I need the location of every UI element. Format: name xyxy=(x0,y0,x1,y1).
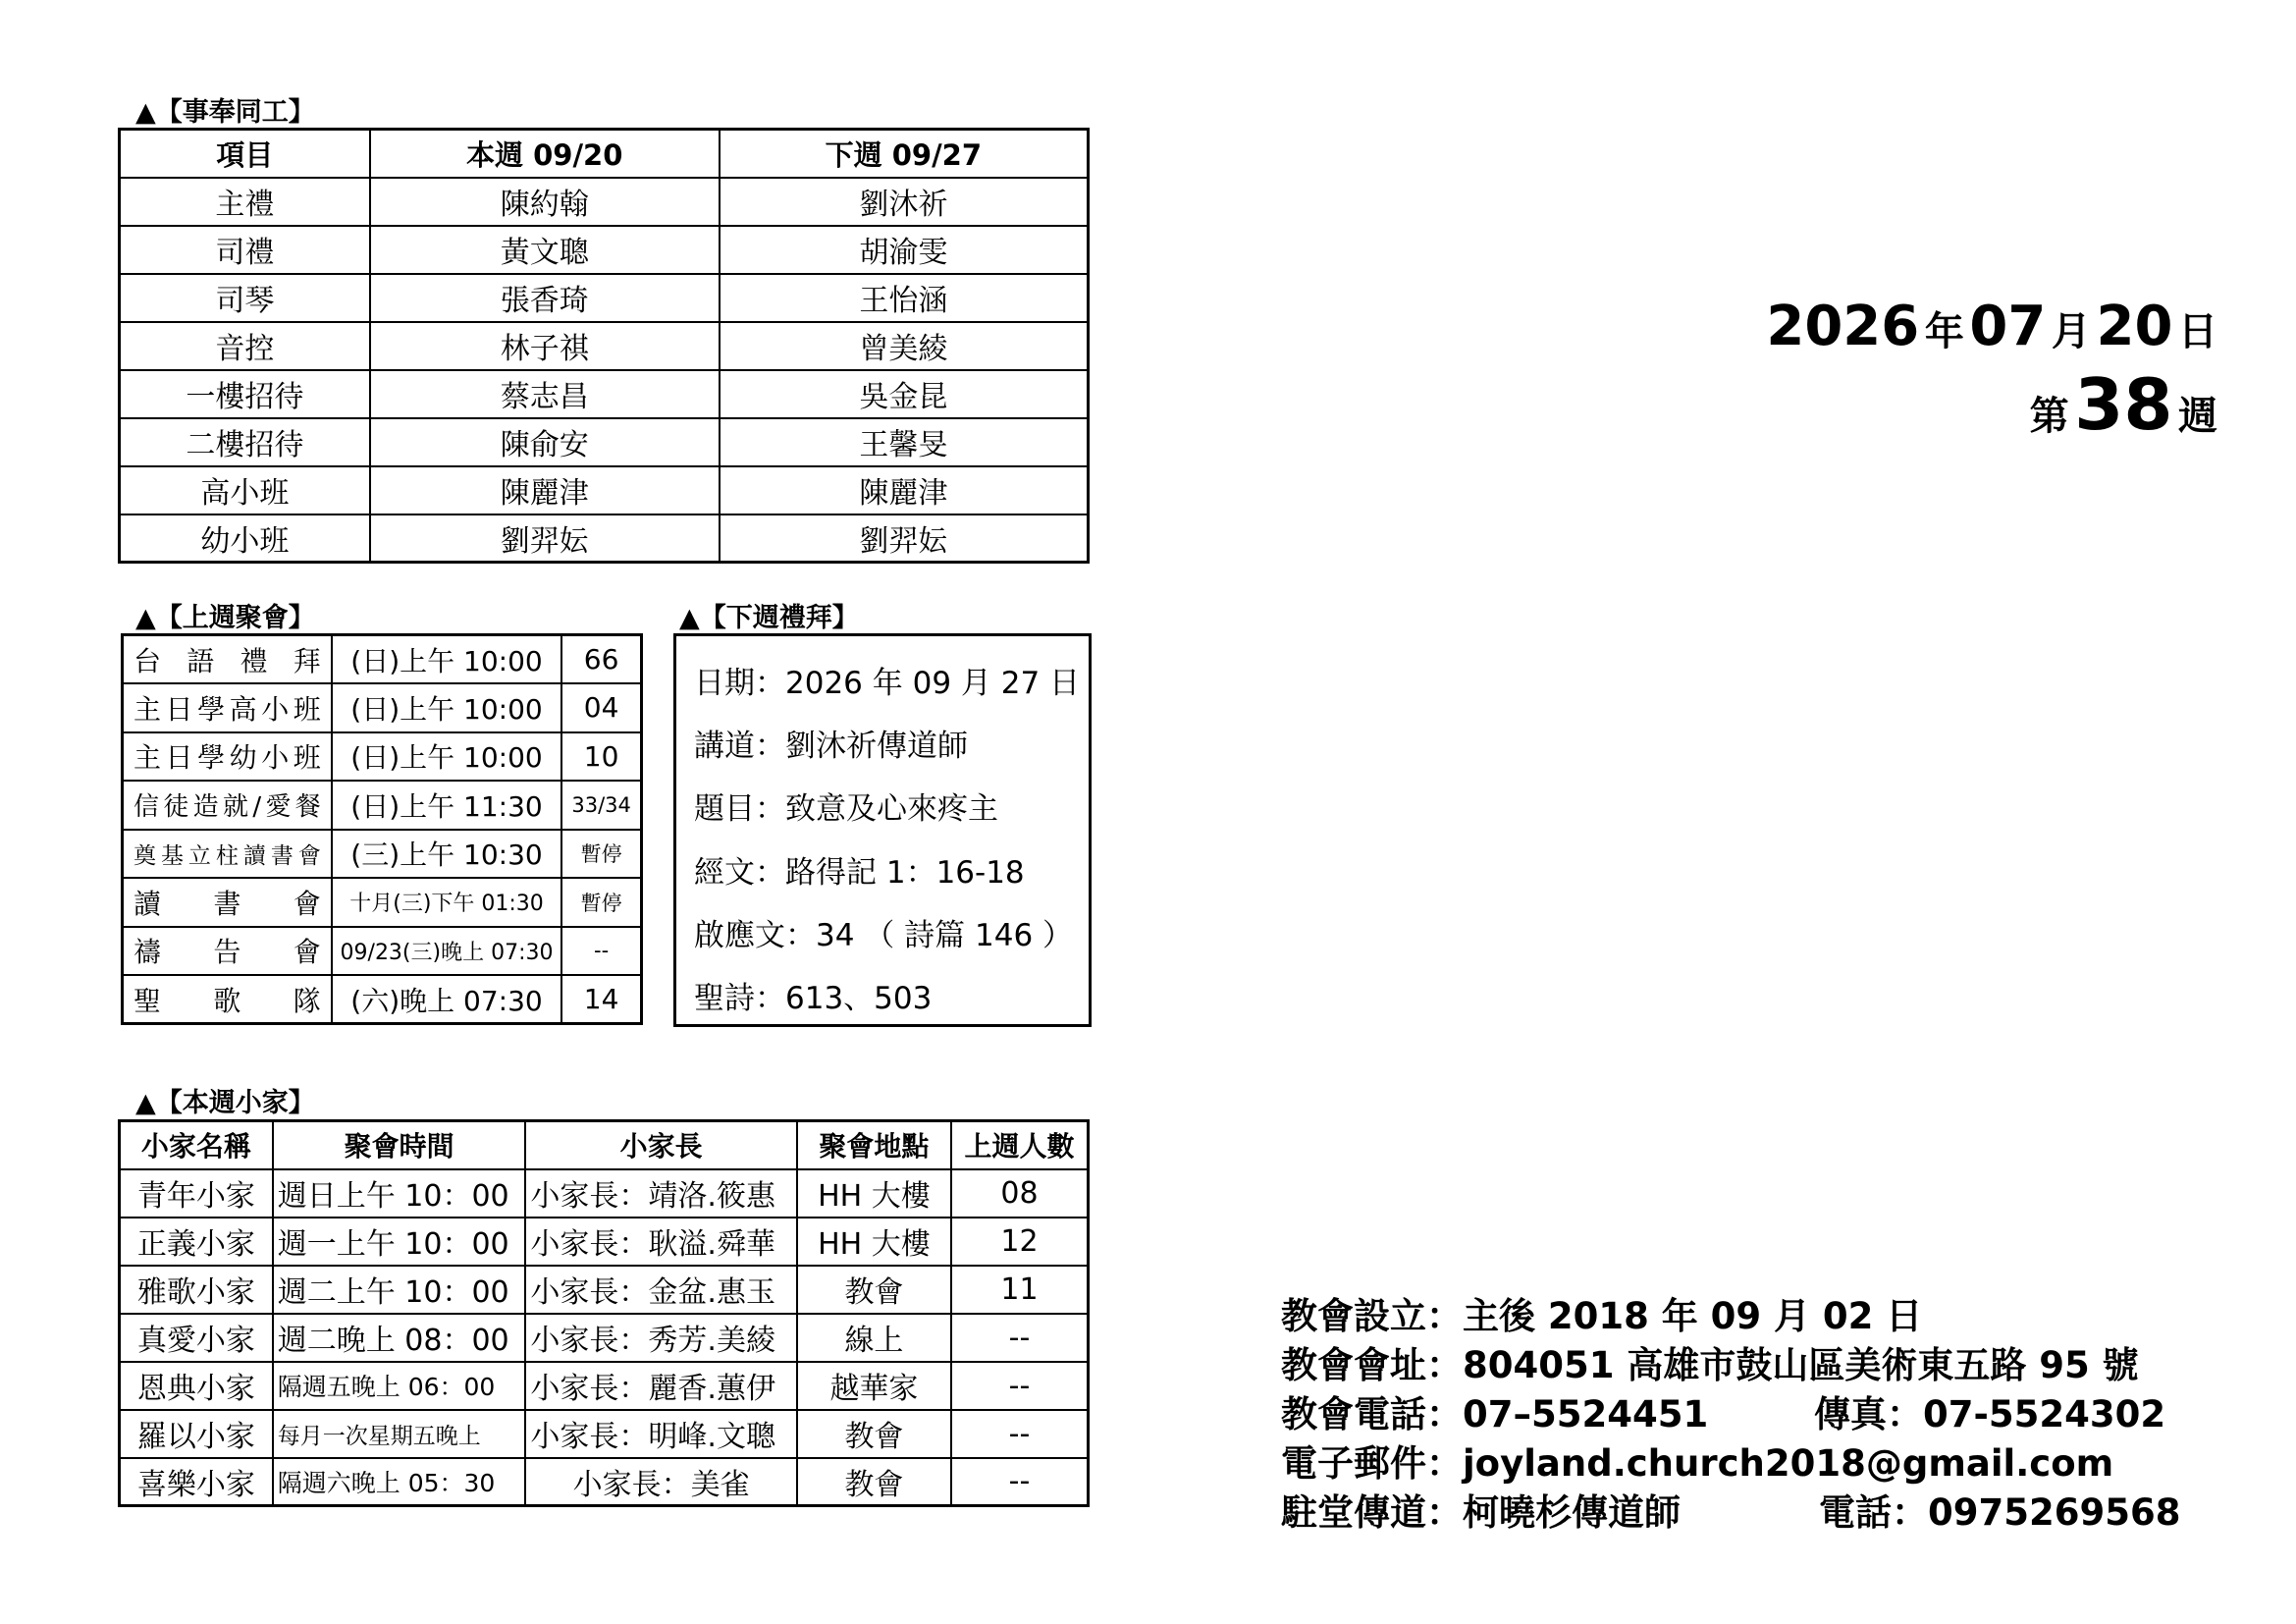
table-cell: 教會 xyxy=(797,1458,951,1506)
table-cell: -- xyxy=(951,1410,1089,1458)
table-cell: (三)上午 10:30 xyxy=(332,830,561,879)
table-cell: 劉沐祈 xyxy=(720,178,1089,226)
table-cell: 司琴 xyxy=(120,274,370,322)
table-row xyxy=(120,1410,1089,1458)
table-cell: 聖歌隊 xyxy=(123,975,332,1024)
date-year-unit: 年 xyxy=(1924,309,1964,354)
church-email: 電子郵件：joyland.church2018@gmail.com xyxy=(1281,1442,2114,1485)
table-row xyxy=(120,178,1089,226)
column-header: 本週 09/20 xyxy=(370,130,720,178)
table-cell: 暫停 xyxy=(561,878,641,927)
table-cell: 小家長：秀芳.美綾 xyxy=(525,1314,797,1362)
table-row xyxy=(123,635,642,684)
church-address: 教會會址：804051 高雄市鼓山區美術東五路 95 號 xyxy=(1281,1344,2139,1386)
table-row xyxy=(123,830,642,879)
table-row xyxy=(120,466,1089,514)
table-cell: 陳麗津 xyxy=(370,466,720,514)
table-cell: 33/34 xyxy=(561,781,641,830)
table-cell: 小家長：金盆.惠玉 xyxy=(525,1266,797,1314)
cell-groups-table xyxy=(118,1119,1090,1507)
bulletin-week xyxy=(2030,363,2217,446)
column-header: 項目 xyxy=(120,130,370,178)
table-row xyxy=(120,1314,1089,1362)
table-cell: 林子祺 xyxy=(370,322,720,370)
table-header-row xyxy=(120,130,1089,178)
next-week-responsive-reading: 啟應文：34 （ 詩篇 146 ） xyxy=(694,918,1074,953)
table-cell: 週日上午 10：00 xyxy=(273,1169,526,1218)
table-cell: -- xyxy=(951,1362,1089,1410)
table-cell: (六)晚上 07:30 xyxy=(332,975,561,1024)
table-row xyxy=(123,927,642,976)
next-week-box xyxy=(673,633,1092,1027)
table-cell: 04 xyxy=(561,683,641,732)
table-cell: 一樓招待 xyxy=(120,370,370,418)
next-week-section-title: ▲【下週禮拜】 xyxy=(679,603,859,633)
table-cell: 正義小家 xyxy=(120,1218,273,1266)
last-week-section-title: ▲【上週聚會】 xyxy=(135,603,315,633)
table-cell: -- xyxy=(951,1458,1089,1506)
date-year: 2026 xyxy=(1766,295,1920,358)
table-cell: 劉羿妘 xyxy=(370,514,720,563)
table-row xyxy=(120,1218,1089,1266)
table-row xyxy=(120,370,1089,418)
table-cell: 主日學高小班 xyxy=(123,683,332,732)
table-cell: 線上 xyxy=(797,1314,951,1362)
table-cell: 禱告會 xyxy=(123,927,332,976)
next-week-scripture: 經文：路得記 1：16-18 xyxy=(694,855,1025,891)
table-cell: 暫停 xyxy=(561,830,641,879)
date-month: 07 xyxy=(1969,295,2047,358)
table-cell: (日)上午 10:00 xyxy=(332,683,561,732)
table-cell: 每月一次星期五晚上 xyxy=(273,1410,526,1458)
serving-table xyxy=(118,128,1090,564)
table-cell: 十月(三)下午 01:30 xyxy=(332,878,561,927)
table-cell: -- xyxy=(561,927,641,976)
date-month-unit: 月 xyxy=(2051,309,2091,354)
next-week-topic: 題目：致意及心來疼主 xyxy=(694,791,998,827)
column-header: 小家長 xyxy=(525,1121,797,1169)
table-cell: 陳俞安 xyxy=(370,418,720,466)
table-cell: 信徒造就/愛餐 xyxy=(123,781,332,830)
date-day: 20 xyxy=(2096,295,2173,358)
table-cell: 奠基立柱讀書會 xyxy=(123,830,332,879)
table-cell: 羅以小家 xyxy=(120,1410,273,1458)
table-cell: 讀書會 xyxy=(123,878,332,927)
table-cell: 09/23(三)晚上 07:30 xyxy=(332,927,561,976)
table-cell: 主日學幼小班 xyxy=(123,732,332,782)
next-week-preacher: 講道：劉沐祈傳道師 xyxy=(694,729,968,764)
table-cell: 雅歌小家 xyxy=(120,1266,273,1314)
table-cell: 教會 xyxy=(797,1410,951,1458)
resident-preacher: 駐堂傳道：柯曉杉傳道師 xyxy=(1281,1491,1681,1534)
table-cell: 隔週五晚上 06：00 xyxy=(273,1362,526,1410)
table-cell: 越華家 xyxy=(797,1362,951,1410)
table-row xyxy=(120,322,1089,370)
table-cell: 高小班 xyxy=(120,466,370,514)
table-cell: 幼小班 xyxy=(120,514,370,563)
table-row xyxy=(120,274,1089,322)
table-cell: 10 xyxy=(561,732,641,782)
table-cell: 小家長：美雀 xyxy=(525,1458,797,1506)
table-cell: 恩典小家 xyxy=(120,1362,273,1410)
serving-section-title: ▲【事奉同工】 xyxy=(135,97,315,128)
table-cell: (日)上午 11:30 xyxy=(332,781,561,830)
table-cell: 王馨旻 xyxy=(720,418,1089,466)
week-suffix: 週 xyxy=(2178,394,2217,439)
table-cell: 小家長：靖洛.筱惠 xyxy=(525,1169,797,1218)
table-row xyxy=(120,514,1089,563)
table-row xyxy=(123,781,642,830)
last-week-table xyxy=(121,633,643,1025)
table-cell: 音控 xyxy=(120,322,370,370)
table-row xyxy=(123,683,642,732)
table-cell: 張香琦 xyxy=(370,274,720,322)
table-cell: 小家長：耿溢.舜華 xyxy=(525,1218,797,1266)
cell-groups-section-title: ▲【本週小家】 xyxy=(135,1088,315,1118)
table-cell: 二樓招待 xyxy=(120,418,370,466)
table-row xyxy=(120,226,1089,274)
column-header: 小家名稱 xyxy=(120,1121,273,1169)
table-cell: 教會 xyxy=(797,1266,951,1314)
table-cell: 劉羿妘 xyxy=(720,514,1089,563)
week-number: 38 xyxy=(2074,363,2173,446)
table-cell: -- xyxy=(951,1314,1089,1362)
next-week-date: 日期：2026 年 09 月 27 日 xyxy=(694,666,1081,701)
table-cell: (日)上午 10:00 xyxy=(332,635,561,684)
table-cell: 陳約翰 xyxy=(370,178,720,226)
table-row xyxy=(120,418,1089,466)
table-header-row xyxy=(120,1121,1089,1169)
table-cell: 王怡涵 xyxy=(720,274,1089,322)
table-cell: 小家長：明峰.文聰 xyxy=(525,1410,797,1458)
table-cell: 喜樂小家 xyxy=(120,1458,273,1506)
column-header: 下週 09/27 xyxy=(720,130,1089,178)
table-row xyxy=(120,1362,1089,1410)
church-founded: 教會設立：主後 2018 年 09 月 02 日 xyxy=(1281,1295,1923,1337)
table-cell: 主禮 xyxy=(120,178,370,226)
table-cell: 週二上午 10：00 xyxy=(273,1266,526,1314)
table-cell: 真愛小家 xyxy=(120,1314,273,1362)
table-cell: HH 大樓 xyxy=(797,1169,951,1218)
table-cell: 週一上午 10：00 xyxy=(273,1218,526,1266)
column-header: 聚會地點 xyxy=(797,1121,951,1169)
bulletin-date xyxy=(1766,295,2217,358)
table-cell: 吳金昆 xyxy=(720,370,1089,418)
table-row xyxy=(123,878,642,927)
table-cell: (日)上午 10:00 xyxy=(332,732,561,782)
table-cell: 司禮 xyxy=(120,226,370,274)
table-cell: 小家長：麗香.蕙伊 xyxy=(525,1362,797,1410)
table-cell: 黃文聰 xyxy=(370,226,720,274)
table-cell: 11 xyxy=(951,1266,1089,1314)
table-row xyxy=(120,1266,1089,1314)
week-prefix: 第 xyxy=(2029,394,2069,439)
table-row xyxy=(123,732,642,782)
table-cell: 曾美綾 xyxy=(720,322,1089,370)
table-row xyxy=(123,975,642,1024)
table-cell: 08 xyxy=(951,1169,1089,1218)
table-cell: 12 xyxy=(951,1218,1089,1266)
table-cell: 66 xyxy=(561,635,641,684)
table-cell: HH 大樓 xyxy=(797,1218,951,1266)
table-cell: 胡渝雯 xyxy=(720,226,1089,274)
table-cell: 台語禮拜 xyxy=(123,635,332,684)
table-cell: 隔週六晚上 05：30 xyxy=(273,1458,526,1506)
column-header: 聚會時間 xyxy=(273,1121,526,1169)
next-week-hymns: 聖詩：613、503 xyxy=(694,981,933,1016)
table-cell: 14 xyxy=(561,975,641,1024)
table-cell: 週二晚上 08：00 xyxy=(273,1314,526,1362)
church-fax: 傳真：07-5524302 xyxy=(1814,1393,2166,1435)
preacher-phone: 電話：0975269568 xyxy=(1819,1491,2181,1534)
column-header: 上週人數 xyxy=(951,1121,1089,1169)
table-cell: 陳麗津 xyxy=(720,466,1089,514)
church-phone: 教會電話：07–5524451 xyxy=(1281,1393,1709,1435)
table-cell: 蔡志昌 xyxy=(370,370,720,418)
table-cell: 青年小家 xyxy=(120,1169,273,1218)
table-row xyxy=(120,1458,1089,1506)
date-day-unit: 日 xyxy=(2178,309,2217,354)
table-row xyxy=(120,1169,1089,1218)
